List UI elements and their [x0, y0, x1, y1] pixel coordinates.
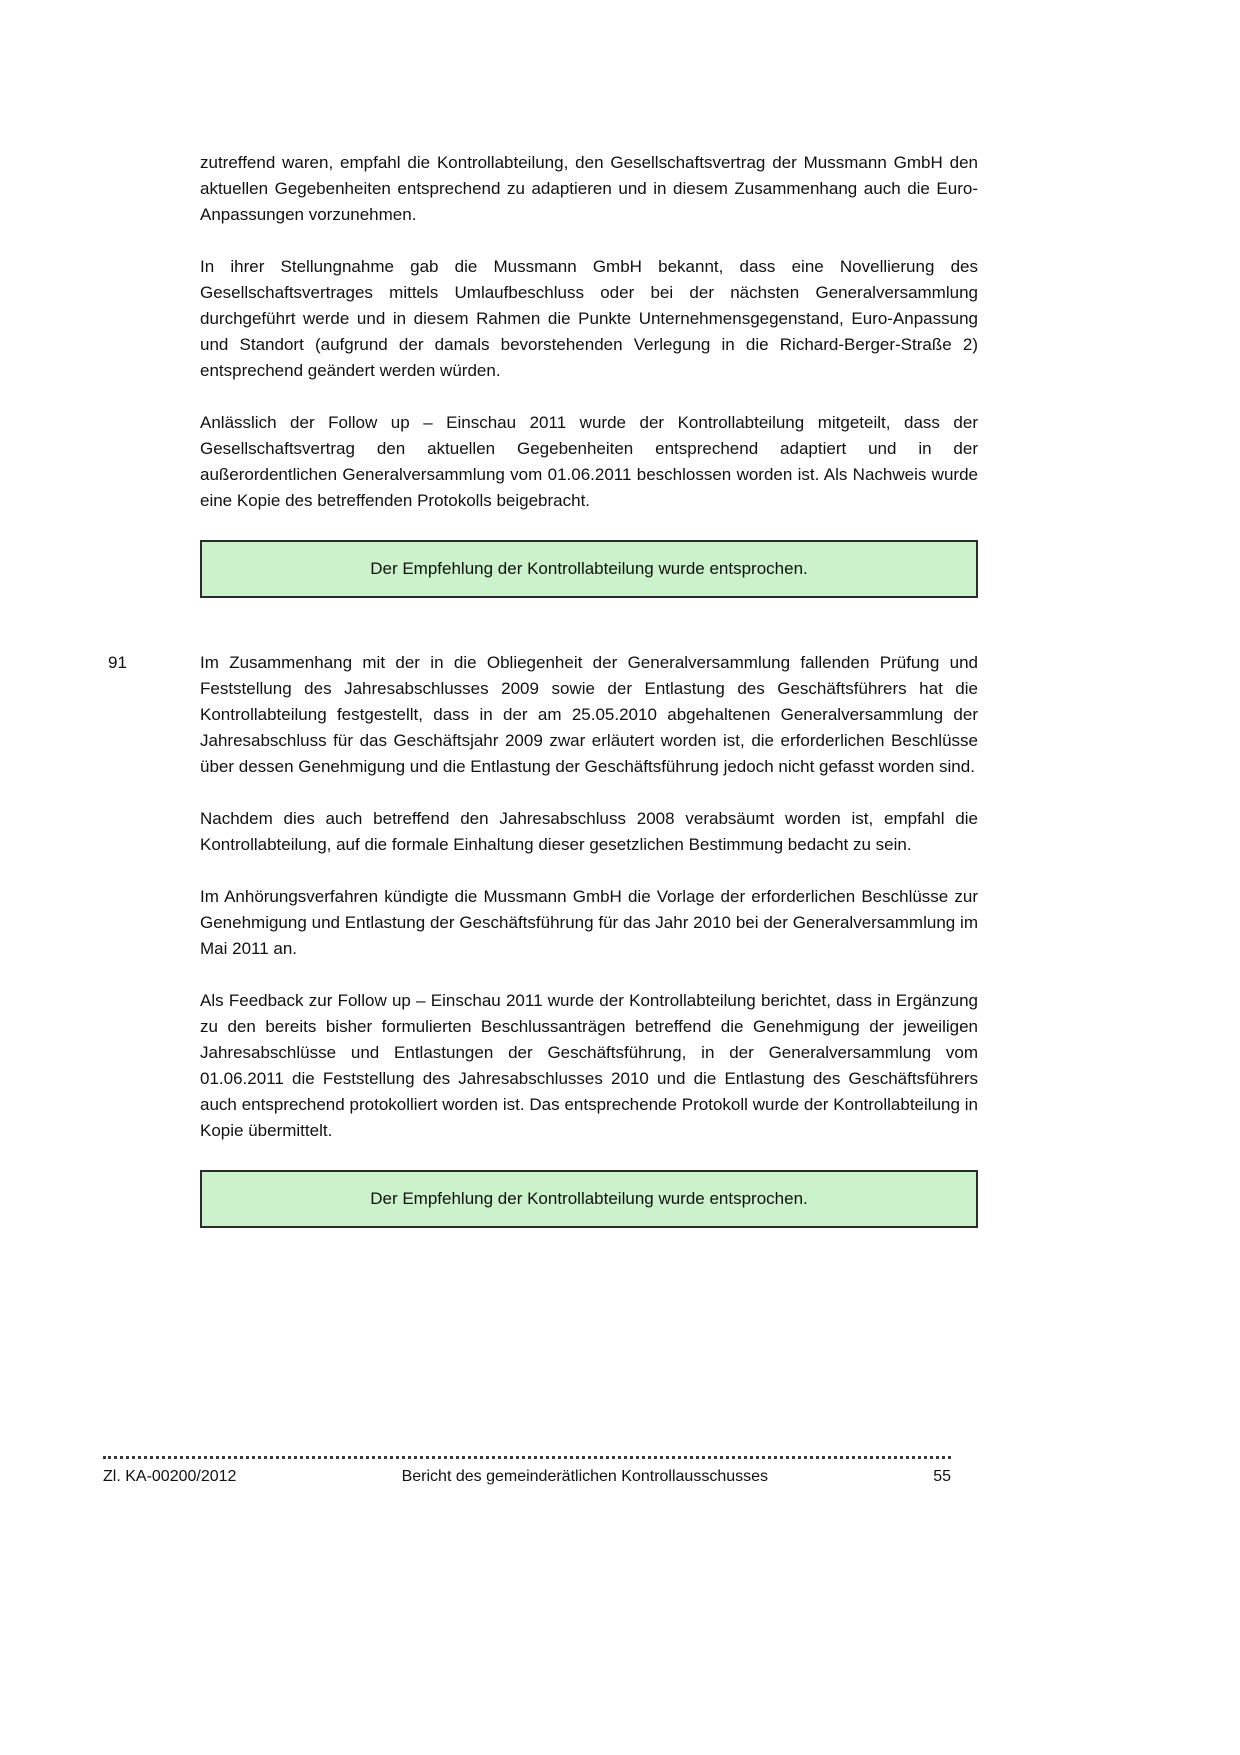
footer-document-title: Bericht des gemeinderätlichen Kontrollausschusses: [401, 1468, 769, 1485]
item-number: 91: [108, 653, 127, 672]
paragraph-follow-up: Anlässlich der Follow up – Einschau 2011 wurde der Kontrollabteilung mitgeteilt, dass der Gesellschaftsvertrag den aktuellen Gegebenheiten entsprechend adaptiert und in der außerordentlichen Generalversammlung vom 01.06.2011 beschlossen worden ist. Als Nachweis wurde eine Kopie des betreffenden Protokolls beigebracht.: [200, 413, 978, 510]
recommendation-text: Der Empfehlung der Kontrollabteilung wurde entsprochen.: [370, 1189, 808, 1208]
paragraph-continuation: zutreffend waren, empfahl die Kontrollabteilung, den Gesellschaftsvertrag der Mussmann GmbH den aktuellen Gegebenheiten entsprechend zu adaptieren und in diesem Zusammenhang auch die Euro-Anpassungen vorzunehmen.: [200, 153, 978, 224]
recommendation-box: [200, 540, 978, 598]
report-item-91: [108, 650, 978, 1144]
paragraph-stellungnahme: In ihrer Stellungnahme gab die Mussmann GmbH bekannt, dass eine Novellierung des Gesellschaftsvertrages mittels Umlaufbeschluss oder bei der nächsten Generalversammlung durchgeführt werde und in diesem Rahmen die Punkte Unternehmensgegenstand, Euro-Anpassung und Standort (aufgrund der damals bevorstehenden Verlegung in die Richard-Berger-Straße 2) entsprechend geändert werden würden.: [200, 257, 978, 380]
footer-row: [103, 1459, 951, 1486]
recommendation-text: Der Empfehlung der Kontrollabteilung wurde entsprochen.: [370, 559, 808, 578]
paragraph-feedback-follow-up: Als Feedback zur Follow up – Einschau 2011 wurde der Kontrollabteilung berichtet, dass in Ergänzung zu den bereits bisher formulierten Beschlussanträgen betreffend die Genehmigung der jeweiligen Jahresabschlüsse und Entlastungen der Geschäftsführung, in der Generalversammlung vom 01.06.2011 die Feststellung des Jahresabschlusses 2010 und die Entlastung des Geschäftsführers auch entsprechend protokolliert worden ist. Das entsprechende Protokoll wurde der Kontrollabteilung in Kopie übermittelt.: [200, 991, 978, 1140]
page-footer: [103, 1456, 951, 1486]
paragraph-anhoerungsverfahren: Im Anhörungsverfahren kündigte die Mussmann GmbH die Vorlage der erforderlichen Beschlüsse zur Genehmigung und Entlastung der Geschäftsführung für das Jahr 2010 bei der Generalversammlung im Mai 2011 an.: [200, 887, 978, 958]
page-content: [108, 150, 978, 1228]
recommendation-box: [200, 1170, 978, 1228]
footer-reference-number: Zl. KA-00200/2012: [103, 1468, 237, 1485]
paragraph-jahresabschluss-2009: Im Zusammenhang mit der in die Obliegenheit der Generalversammlung fallenden Prüfung und Feststellung des Jahresabschlusses 2009 sowie der Entlastung des Geschäftsführers hat die Kontrollabteilung festgestellt, dass in der am 25.05.2010 abgehaltenen Generalversammlung der Jahresabschluss für das Geschäftsjahr 2009 zwar erläutert worden ist, die erforderlichen Beschlüsse über dessen Genehmigung und die Entlastung der Geschäftsführung jedoch nicht gefasst worden sind.: [200, 653, 978, 776]
footer-page-number: 55: [933, 1468, 951, 1485]
paragraph-jahresabschluss-2008: Nachdem dies auch betreffend den Jahresabschluss 2008 verabsäumt worden ist, empfahl die Kontrollabteilung, auf die formale Einhaltung dieser gesetzlichen Bestimmung bedacht zu sein.: [200, 809, 978, 854]
